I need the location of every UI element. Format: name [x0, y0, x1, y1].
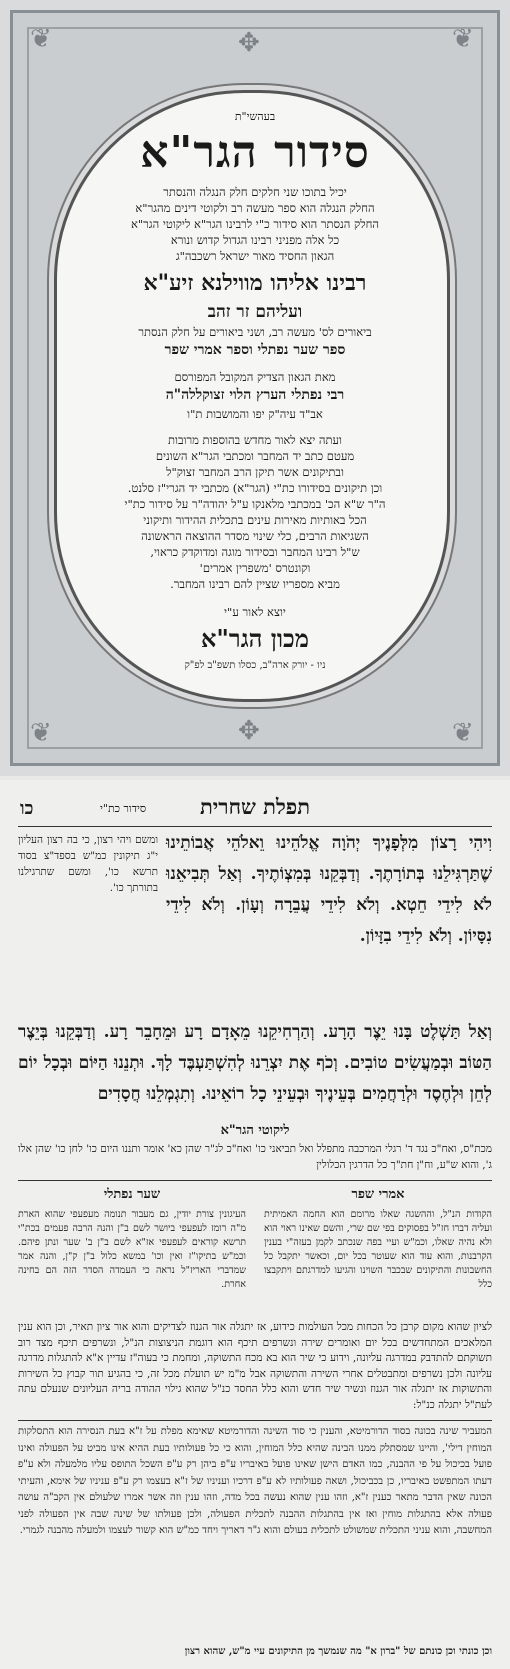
- publisher-name: מכון הגר"א: [201, 624, 309, 653]
- page-header-title: תפלת שחרית: [199, 794, 311, 819]
- side-note: ומשם ויהי רצון, כי בה רצון העליון י"ג תיקונין כמ"ש בספד"צ בסוד תרשא כו', ומשם שתרגילנו בתורתך כו'.: [18, 834, 158, 894]
- subtitle-line: החלק הנגלה הוא ספר מעשה רב ולקוטי דינים מהגר"א: [135, 201, 375, 215]
- title-page: [0, 0, 510, 776]
- author-title: אב"ד עיה"ק יפו והמושבות ת"ו: [187, 407, 323, 421]
- page-number: כו: [20, 798, 34, 819]
- edition-line: ובתיקונים אשר תיקן הרב המחבר זצוק"ל: [166, 465, 344, 479]
- corner-ornament-icon: ❦: [30, 24, 52, 54]
- column-heading-right: אמרי שפר: [351, 1187, 405, 1202]
- column-heading-left: שער נפתלי: [103, 1187, 161, 1202]
- and-upon-heading: ועליהם זר זהב: [207, 302, 303, 322]
- corner-ornament-icon: ❦: [30, 718, 52, 748]
- edition-line: מעטם כתב יד המחבר ומכתבי הגר"א השונים: [155, 449, 355, 463]
- publication-place: ניו - יורק ארה"ב, כסלו תשפ"ב לפ"ק: [184, 660, 326, 671]
- main-prayer-text: וִיהִי רָצוֹן מִלְּפָנֶיךָ יְהֹוָה אֱלֹהֵינוּ וֵאלֹהֵי אֲבוֹתֵינוּ שֶׁתַּרְגִּילֵנוּ בְּתוֹרָתֶךָ. וְדַבְּקֵנוּ בְּמִצְוֹתֶיךָ. וְאַל תְּבִיאֵנוּ לֹא לִידֵי חֵטְא. וְלֹא לִידֵי עֲבֵרָה וְעָוֹן. וְלֹא לִידֵי נִסָּיוֹן. וְלֹא לִידֵי בִזָּיוֹן.: [166, 833, 492, 946]
- likutei-heading: ליקוטי הגר"א: [220, 1123, 290, 1138]
- commentary-column-right: הקודות הנ"ל, וההשגה שאלו מרומם הוא החמה האמיתית ועליה דברו חז"ל בפסוקים בפי שם שרי, והשם שאינו ראוי הוא ולא נהיה שאלו, וכמ"ש ועיי בפה שנכתב לקמן בעזה"י בענין הקרבנות, והוא עוד הוא שעוטר בכל יום, וכאשר יתקבל כל החשבונות והתיקונים שבכבר השוינו והגיעו למדרגתם ויתקבצו כלל: [264, 1209, 492, 1290]
- edition-line: וקונטרס 'משפרין אמרים': [199, 561, 311, 575]
- title-block: [80, 108, 430, 674]
- subtitle-line: הגאון החסיד מאור ישראל רשכבה"ג: [175, 249, 335, 263]
- commentary-column-left: העיגונין צורת יודין, גם מעבור תנומה מעפעפי שהוא הארת מ"ה רומז לעפעפי ביושר לשם ב"ן והנה הרבה פעמים בכת"י תרשא קוראים לעפעפי אז"א לשם ב"ן ב' שער ונתן פיהם. וכמ"ש בתיקו"ז ואין וכו' במשא כלול ב"ן ק"ן, והנה אמר שמדברי האריז"ל נראה כי העמדה הסדר הזה הם בחינה אחרת.: [18, 1209, 246, 1290]
- author-name: רבי נפתלי הערץ הלוי זצוקללה"ה: [165, 387, 345, 403]
- edition-line: השגיאות הרבים, כלי שינוי מסדר ההוצאה הראשונה: [141, 529, 369, 543]
- bottom-commentary: המעביר שינה בכונה בסוד הדורמיטא, והענין כי סוד השינה והדורמיטא שאימא מפלת על ז"א בעת הנסירה הוא התסלקות המוחין דילי', והיינו שמסתלק ממנו הבינה שהיא כלל המוחין, והוא כי כל פעולותיו בעת ההיא אינו מביט על הפעולה ואינו פועל בכיכול על פי ההבנה, כמו האדם הישן שאינו פועל באיבריו ע"פ ביהן רק ע"פ השכל התופס עליו מלמעלה ולא ע"פ דעתו המתפשט באיבריו, כן בכביכול, ושאה פעולותיו לא ע"פ דרכיו ועניניו של ז"א בעצמו רק ע"פ עניניו של אימא, והעיתי הכונה שאין הדבר מתאר כענין ז"א, וזהו ענין שהוא נעשה בכל מדה, וזהו ענין וזה אשר אמרו שלעולם אין הקב"ה עושה פעולה אלא בהתגלות מוחין ואז אין בהתגלות ההבנה לתכלית הפעולה, ולכן פעולתו של שינה שבה אין הפעולה לפני המחשבה, והוא עניני התכלית שמשולט לתכלית בעולם והוא ג"ר דאריך ויחד כמ"ש הוא קשור לעצמו ולמעלה מהבנה לגמרי.: [18, 1426, 492, 1536]
- top-note: בעהשי"ת: [234, 110, 276, 123]
- edition-line: ש"ל רבינו המחבר ובסידור מוגה ומדוקדק כראוי,: [150, 545, 360, 559]
- section-rule: [18, 1420, 492, 1421]
- description-line: ביאורים לס' מעשה רב, ושני ביאורים על חלק הנסתר: [138, 325, 372, 339]
- main-prayer-text-continued: וְאַל תַּשְׁלֶט בָּנוּ יֵצֶר הָרָע. וְהַרְחִיקֵנוּ מֵאָדָם רָע וּמֵחָבֵר רָע. וְדַבְּקֵנוּ בְּיֵצֶר הַטּוֹב וּבְמַעֲשִׂים טוֹבִים. וְכֹף אֶת יִצְרֵנוּ לְהִשְׁתַּעְבֶּד לָךְ. וּתְנֵנוּ הַיּוֹם וּבְכָל יוֹם לְחֵן וּלְחֶסֶד וּלְרַחֲמִים בְּעֵינֶיךָ וּבְעֵינֵי כָל רוֹאֵינוּ. וְתִגְמְלֵנוּ חֲסָדִים: [18, 1022, 492, 1104]
- edition-line: וכן תיקונים בסידורו כת"י (הגר"א) מכתבי יד הגרי"ז סלנט.: [127, 481, 383, 495]
- bottom-ornament-icon: ✥: [238, 716, 260, 746]
- book-title: סידור הגר"א: [140, 127, 370, 178]
- rabbi-name: רבינו אליהו מווילנא זיע"א: [143, 270, 367, 296]
- description-line: מאת הגאון הצדיק המקובל המפורסם: [174, 370, 336, 384]
- books-names: ספר שער נפתלי וספר אמרי שפר: [164, 342, 346, 358]
- corner-ornament-icon: ❦: [452, 24, 474, 54]
- section-rule: [18, 1180, 492, 1181]
- edition-line: מביא מספריו שציין להם רבינו המחבר.: [170, 577, 340, 591]
- edition-line: הכל באותיות מאירות עינים בתכלית ההידור ותיקוני: [143, 513, 367, 527]
- edition-line: ה"ר ש"א הכ' במכתבי מלאנקו ע"ל יהודה"ר על סידור כת"י: [124, 497, 386, 511]
- subtitle-line: כל אלה מפניני רבינו הגדול קדוש ונורא: [170, 233, 340, 247]
- final-line: וכן כונתי וכן כונתם של "ברון א" מה שנמשך מן התיקונים עיי מ"ש, שהוא רצון: [184, 1646, 492, 1657]
- subtitle-line: החלק הנסתר הוא סידור כ"י לרבינו הגר"א ליקוטי הגר"א: [130, 217, 380, 231]
- published-by: יוצא לאור ע"י: [224, 605, 286, 619]
- corner-ornament-icon: ❦: [452, 718, 474, 748]
- edition-line: ועתה יצא לאור מחדש בהוספות מרובות: [168, 433, 342, 447]
- commentary-continued: לציון שהוא מקום קרבן כל הכחות מכל העולמות כידוע, אז יתגלה אור הגנוז לצדיקים והוא אור ציון תאיר, וכן הוא ענין המלאכים המתחדשים בכל יום ואומרים שירה ונשרפים תיכף הוא דוגמת הניצוצות הנ"ל, ונשרפים תיכף מצד רוב תשוקתם להתדבק במדרגה עליונה, וידוע כי שיר הוא בא מכח התשוקה, ומחמת כי בעוה"ז עדיין א"א להתגלות מדרגה עליונה ולכן נשרפים ומתבטלים אחרי השירה והתשוקה אבל מ"מ יש תועלת מכל זה, כי בהגיע תור קבוץ כל השירות והתשוקות אז יתגלה אור הגנוז ונשיר שיר חדש והוא כלל החסד כנ"ל שהוא גילוי ההודה בריה העליונים שנעלם עתה לעת"ל יתגלה כנ"ל:: [18, 1321, 492, 1411]
- prayer-page: [0, 780, 510, 1669]
- likutei-text: מכת"ס, ואח"כ נגד ד' רגלי המרכבה מתפלל ואל תביאני כו' ואח"כ לג"ר שהן כא' אומר ותננו היום כו' לחן כו' שהן אלו ג', והוא ש"ע, וח"ן חת"ך כל הדרגין הכלולין: [18, 1143, 492, 1171]
- subtitle-line: יכיל בתוכו שני חלקים חלק הנגלה והנסתר: [163, 185, 347, 199]
- page-header-siddur: סידור כת"י: [100, 802, 147, 815]
- header-rule: [18, 826, 492, 827]
- top-ornament-icon: ✥: [238, 28, 260, 58]
